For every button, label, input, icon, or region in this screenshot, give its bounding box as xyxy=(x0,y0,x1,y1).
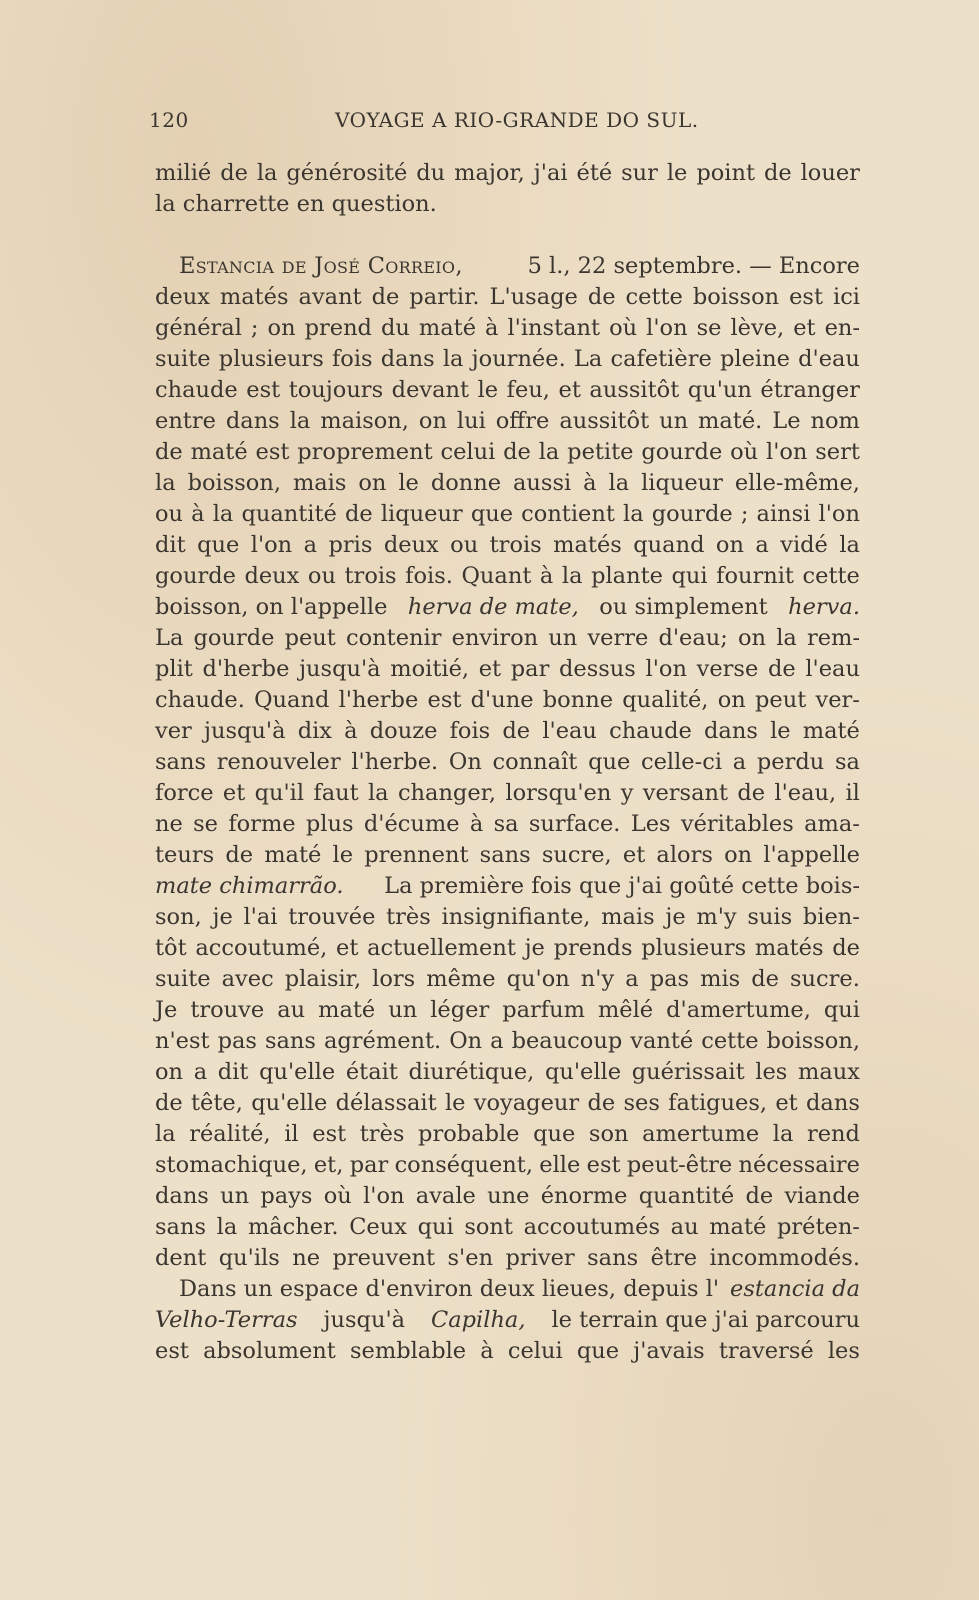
text-line: la boisson, mais on le donne aussi à la liqueur elle-même, xyxy=(155,470,860,496)
text-line: deux matés avant de partir. L'usage de cette boisson est ici xyxy=(155,284,860,310)
entry-heading-line: Estancia de José Correio, 5 l., 22 septembre. — Encore xyxy=(155,251,860,282)
text-line: ver jusqu'à dix à douze fois de l'eau chaude dans le maté xyxy=(155,718,860,744)
text-line: la réalité, il est très probable que son amertume la rend xyxy=(155,1121,860,1147)
text-line: on a dit qu'elle était diurétique, qu'elle guérissait les maux xyxy=(155,1059,860,1085)
text-line: entre dans la maison, on lui offre aussitôt un maté. Le nom xyxy=(155,408,860,434)
text-line: force et qu'il faut la changer, lorsqu'en y versant de l'eau, il xyxy=(155,780,860,806)
body-text xyxy=(155,158,860,1367)
text-line: la charrette en question. xyxy=(155,191,437,217)
text-line: dans un pays où l'on avale une énorme quantité de viande xyxy=(155,1183,860,1209)
entry-heading: Estancia de José Correio, xyxy=(179,253,463,279)
text-line: sans la mâcher. Ceux qui sont accoutumés au maté préten- xyxy=(155,1214,860,1240)
text-line: plit d'herbe jusqu'à moitié, et par dessus l'on verse de l'eau xyxy=(155,656,860,682)
text-line: dent qu'ils ne preuvent s'en priver sans être incommodés. xyxy=(155,1245,860,1271)
text-line: milié de la générosité du major, j'ai été sur le point de louer xyxy=(155,160,860,186)
text-line: Dans un espace d'environ deux lieues, depuis l' estancia da xyxy=(179,1276,860,1302)
text-line: dit que l'on a pris deux ou trois matés quand on a vidé la xyxy=(155,532,860,558)
text-line: La gourde peut contenir environ un verre d'eau; on la rem- xyxy=(155,625,860,651)
text-line: Je trouve au maté un léger parfum mêlé d'amertume, qui xyxy=(155,997,860,1023)
text-line: ou à la quantité de liqueur que contient la gourde ; ainsi l'on xyxy=(155,501,860,527)
text-line: boisson, on l'appelle herva de mate, ou simplement herva. xyxy=(155,594,860,620)
text-line: chaude est toujours devant le feu, et aussitôt qu'un étranger xyxy=(155,377,860,403)
text-line: tôt accoutumé, et actuellement je prends plusieurs matés de xyxy=(155,935,860,961)
text-line: stomachique, et, par conséquent, elle est peut-être nécessaire xyxy=(155,1152,860,1178)
text-line: de maté est proprement celui de la petite gourde où l'on sert xyxy=(155,439,860,465)
text-line: sans renouveler l'herbe. On connaît que celle-ci a perdu sa xyxy=(155,749,860,775)
running-head xyxy=(149,108,860,138)
page-number: 120 xyxy=(149,108,189,132)
text-line: Velho-Terras jusqu'à Capilha, le terrain que j'ai parcouru xyxy=(155,1307,860,1333)
text-line: de tête, qu'elle délassait le voyageur de ses fatigues, et dans xyxy=(155,1090,860,1116)
text-line: suite avec plaisir, lors même qu'on n'y a pas mis de sucre. xyxy=(155,966,860,992)
text-line: chaude. Quand l'herbe est d'une bonne qualité, on peut ver- xyxy=(155,687,860,713)
text-line: gourde deux ou trois fois. Quant à la plante qui fournit cette xyxy=(155,563,860,589)
text-line: général ; on prend du maté à l'instant où l'on se lève, et en- xyxy=(155,315,860,341)
text-line: n'est pas sans agrément. On a beaucoup vanté cette boisson, xyxy=(155,1028,860,1054)
text-line: son, je l'ai trouvée très insignifiante, mais je m'y suis bien- xyxy=(155,904,860,930)
text-line: mate chimarrão. La première fois que j'ai goûté cette bois- xyxy=(155,873,860,899)
text-line: est absolument semblable à celui que j'avais traversé les xyxy=(155,1338,860,1364)
text-line: ne se forme plus d'écume à sa surface. Les véritables ama- xyxy=(155,811,860,837)
text-line: teurs de maté le prennent sans sucre, et alors on l'appelle xyxy=(155,842,860,868)
text-line: suite plusieurs fois dans la journée. La cafetière pleine d'eau xyxy=(155,346,860,372)
running-title: VOYAGE A RIO-GRANDE DO SUL. xyxy=(335,108,699,132)
